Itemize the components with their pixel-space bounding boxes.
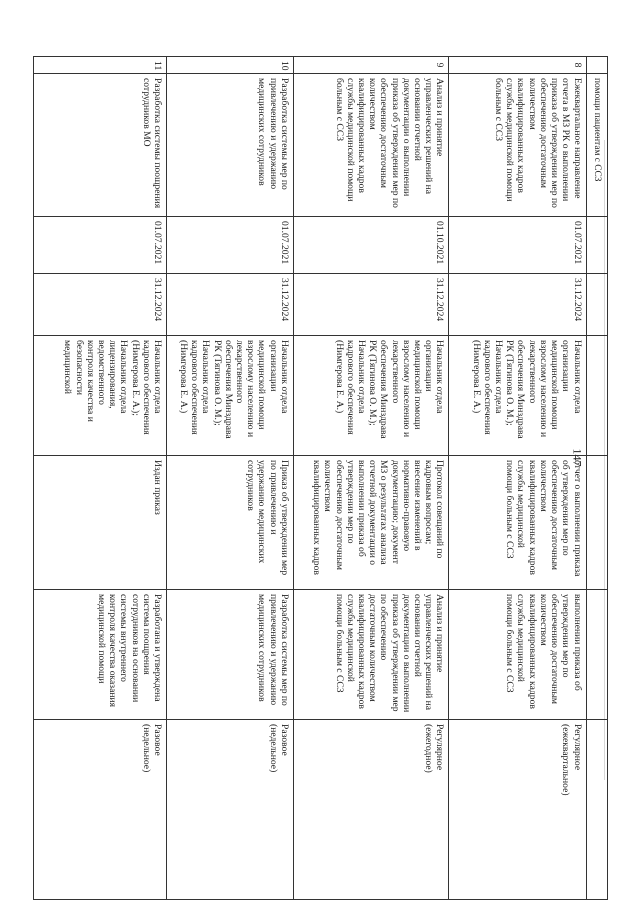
cell-completion-form: отчет о выполнении приказа об утверждении мер по обеспечению достаточным количеством квалифицированных кадров службы медицинской помощи больным с ССЗ [449,456,586,590]
rotated-table-container [33,56,608,899]
cell-start: 01.10.2021 [293,217,449,274]
cell-responsible [586,336,607,456]
table-row [167,57,294,900]
cell-num: 8 [449,57,586,74]
cell-responsible: Начальник отдела организации медицинской помощи взрослому населению и лекарственного обеспечения Минздрава РК (Тягинова О. М.); Начальник отдела кадрового обеспечения (Нимгерова Е. А.) [167,336,294,456]
cell-end [586,274,607,336]
cell-result: Разработана и утверждена система поощрения сотрудников на основании системы внутреннего контроля качества оказания медицинской помощи [34,590,167,720]
cell-end: 31.12.2024 [167,274,294,336]
cell-responsible: Начальник отдела кадрового обеспечения (Нимгерова Е. А.); Начальник отдела лицензирования, ведомственного контроля качества и безопасности медицинской [34,336,167,456]
cell-action: Ежеквартальное направление отчета в МЗ РК о выполнении приказа об утверждении мер по обеспечению достаточным количеством квалифицированных кадров службы медицинской помощи больным с ССЗ [449,74,586,217]
cell-result: Анализ и принятие управленческих решений на основании отчетной документации о выполнении приказа об утверждении мер по обеспечению достаточным количеством квалифицированных кадров службы медицинской помощи больным с ССЗ [293,590,449,720]
cell-type: Регулярное (ежеквартальное) [449,720,586,900]
table-row [34,57,167,900]
cell-responsible: Начальник отдела организации медицинской помощи взрослому населению и лекарственного обеспечения Минздрава РК (Тягинова О. М.); Начальник отдела кадрового обеспечения (Нимгерова Е. А.) [293,336,449,456]
cell-action: Разработка системы поощрения сотрудников МО [34,74,167,217]
plan-table [33,56,608,900]
cell-start: 01.07.2021 [449,217,586,274]
cell-completion-form: Приказ об утверждении мер по привлечению и удержанию медицинских сотрудников [167,456,294,590]
cell-end: 31.12.2024 [293,274,449,336]
cell-result: Разработка системы мер по привлечению и удержанию медицинских сотрудников [167,590,294,720]
cell-action: Разработка системы мер по привлечению и удержанию медицинских сотрудников [167,74,294,217]
cell-responsible: Начальник отдела организации медицинской помощи взрослому населению и лекарственного обеспечения Минздрава РК (Тягинова О. М.); Начальник отдела кадрового обеспечения (Нимгерова Е. А.) [449,336,586,456]
table-row-continuation [586,57,607,900]
cell-result: выполнении приказа об утверждении мер по обеспечению достаточным количеством квалифицированных кадров службы медицинской помощи больным с ССЗ [449,590,586,720]
cell-end: 31.12.2024 [449,274,586,336]
cell-completion-form: Протокол совещаний по кадровым вопросам; внесение изменений в нормативно-правовую документацию; документ МЗ о результатах анализа отчетной документации о выполнении приказа об утверждении мер по обеспечению достаточным количеством квалифицированных кадров [293,456,449,590]
cell-type: Регулярное (ежегодное) [293,720,449,900]
cell-num [586,57,607,74]
cell-action-continuation: помощи пациентам с ССЗ [586,74,607,217]
cell-start: 01.07.2021 [167,217,294,274]
page-number: 147 [570,448,585,467]
cell-action: Анализ и принятие управленческих решений на основании отчетной документации о выполнении приказа об утверждении мер по обеспечению достаточным количеством квалифицированных кадров службы медицинской помощи больным с ССЗ [293,74,449,217]
cell-type: Разовое (недельное) [34,720,167,900]
cell-type [586,720,607,900]
table-row [293,57,449,900]
cell-result [586,590,607,720]
cell-end: 31.12.2024 [34,274,167,336]
cell-completion-form [586,456,607,590]
cell-start: 01.07.2021 [34,217,167,274]
table-row [449,57,586,900]
cell-completion-form: Издан приказ [34,456,167,590]
cell-num: 11 [34,57,167,74]
cell-num: 9 [293,57,449,74]
cell-type: Разовое (недельное) [167,720,294,900]
cell-start [586,217,607,274]
cell-num: 10 [167,57,294,74]
